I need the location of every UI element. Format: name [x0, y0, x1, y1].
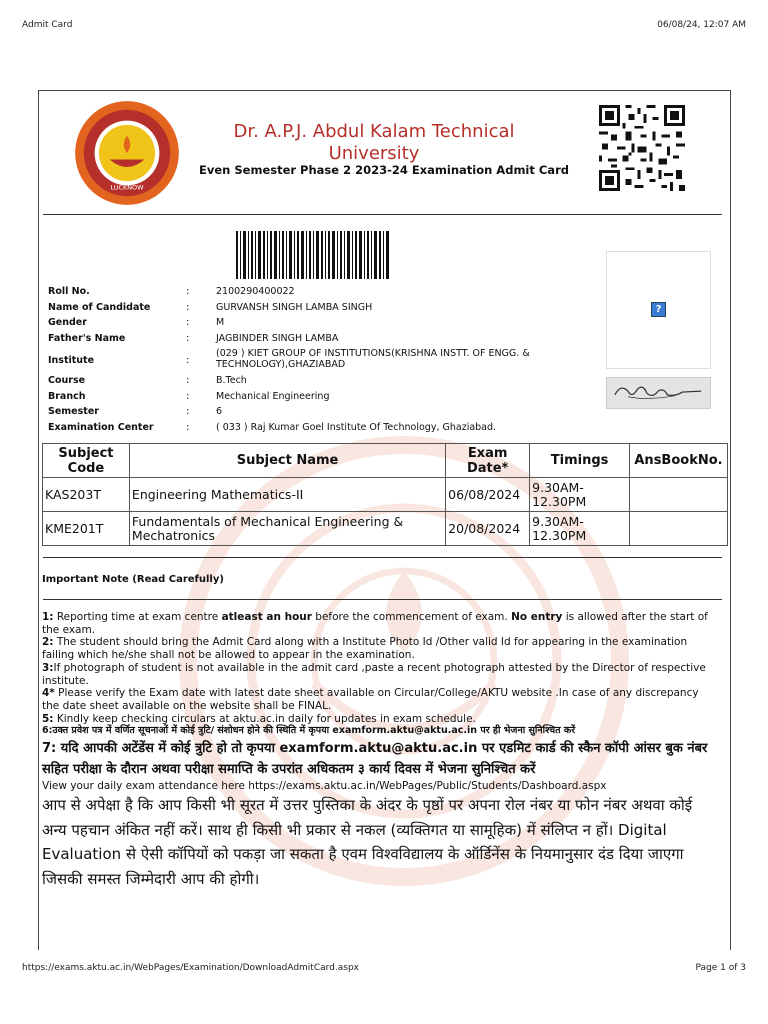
detail-value: 2100290400022: [216, 286, 295, 297]
detail-label: Semester: [48, 406, 99, 417]
note-3: [42, 662, 712, 687]
detail-colon: :: [186, 301, 190, 313]
detail-colon: :: [186, 317, 190, 328]
detail-label: Roll No.: [48, 286, 90, 297]
university-logo: [73, 99, 181, 207]
column-header-subject-code: Subject Code: [43, 444, 130, 478]
subject-name: Fundamentals of Mechanical Engineering & Mechatronics: [129, 512, 445, 546]
note-text: Please verify the Exam date with latest date sheet available on Circular/College/AKTU website .In case of any discrepancy the date sheet available on the website shall be FINAL.: [42, 687, 699, 712]
detail-row-exam-center: [48, 420, 588, 436]
university-name-line2: University: [328, 143, 420, 164]
detail-value: GURVANSH SINGH LAMBA SINGH: [216, 301, 373, 313]
exam-timings: 9.30AM-12.30PM: [530, 512, 630, 546]
detail-value: ( 033 ) Raj Kumar Goel Institute Of Technology, Ghaziabad.: [216, 421, 497, 433]
university-name-line1: Dr. A.P.J. Abdul Kalam Technical: [233, 121, 515, 142]
detail-row-roll-no: [48, 284, 588, 300]
qr-code: [597, 105, 687, 191]
note-1: [42, 611, 712, 636]
detail-label: Examination Center: [48, 421, 154, 433]
column-header-exam-date: Exam Date*: [446, 444, 530, 478]
detail-label: Gender: [48, 317, 87, 328]
detail-label: Institute: [48, 355, 95, 366]
detail-row-institute: [48, 346, 588, 373]
note-emphasis: No entry: [511, 611, 563, 623]
print-header-title: Admit Card: [22, 20, 73, 30]
detail-row-semester: [48, 404, 588, 420]
note-text: before the commencement of exam.: [311, 611, 512, 623]
note-text: If photograph of student is not available in the admit card ,paste a recent photograph attested by the Director of respective institute.: [42, 661, 706, 687]
note-text: is allowed after the start of the exam.: [42, 611, 708, 636]
print-footer-page: Page 1 of 3: [695, 963, 746, 973]
ansbook-no: [630, 512, 728, 546]
exam-timings: 9.30AM-12.30PM: [530, 478, 630, 512]
note-number: 2:: [42, 636, 54, 649]
roll-number-barcode: [236, 231, 390, 279]
instructions: [42, 611, 712, 891]
university-name: [214, 121, 534, 165]
detail-colon: :: [186, 406, 190, 417]
detail-colon: :: [186, 421, 190, 433]
print-header: [22, 20, 746, 30]
detail-colon: :: [186, 286, 190, 297]
detail-value: (029 ) KIET GROUP OF INSTITUTIONS(KRISHNA INSTT. OF ENGG. & TECHNOLOGY),GHAZIABAD: [216, 348, 530, 370]
daily-attendance-link[interactable]: View your daily exam attendance here https://exams.aktu.ac.in/WebPages/Public/Students/Dashboard.aspx: [42, 780, 607, 793]
detail-row-gender: [48, 315, 588, 331]
exam-date: 06/08/2024: [446, 478, 530, 512]
hindi-instructions: आप से अपेक्षा है कि आप किसी भी सूरत में उत्तर पुस्तिका के अंदर के पृष्ठों पर अपना रोल नंबर या फोन नंबर अथवा कोई अन्य पहचान अंकित नहीं करें। साथ ही किसी भी प्रकार से नकल (व्यक्तिगत या सामूहिक) में संलिप्त न हों। Digital Evaluation से ऐसी कॉपियों को पकड़ा जा सकता है एवम विश्वविद्यालय के ऑर्डिनेंस के नियमानुसार दंड दिया जाएगा जिसकी समस्त जिम्मेदारी आप की होगी।: [42, 796, 693, 888]
exam-title: Even Semester Phase 2 2023-24 Examination Admit Card: [199, 163, 569, 177]
note-emphasis: atleast an hour: [221, 611, 312, 623]
detail-row-course: [48, 373, 588, 389]
detail-colon: :: [186, 390, 190, 402]
detail-value: Mechanical Engineering: [216, 390, 330, 402]
note-number: 1:: [42, 611, 54, 623]
detail-row-name: [48, 300, 588, 316]
detail-label: Name of Candidate: [48, 301, 151, 313]
note-number: 5:: [42, 712, 54, 725]
logo-caption: LUCKNOW: [110, 183, 144, 192]
detail-value: JAGBINDER SINGH LAMBA: [216, 332, 339, 344]
detail-row-branch: [48, 389, 588, 405]
detail-label: Branch: [48, 390, 86, 402]
detail-row-father-name: [48, 331, 588, 347]
detail-value: 6: [216, 406, 223, 417]
print-footer: [22, 963, 746, 973]
subjects-table: [42, 443, 728, 546]
header-divider: [43, 214, 722, 215]
notes-divider: [43, 599, 722, 600]
candidate-details: [48, 284, 588, 435]
column-header-timings: Timings: [530, 444, 630, 478]
note-4: [42, 687, 712, 712]
print-footer-url[interactable]: https://exams.aktu.ac.in/WebPages/Examination/DownloadAdmitCard.aspx: [22, 963, 359, 973]
detail-value: M: [216, 317, 225, 328]
important-note-heading: Important Note (Read Carefully): [42, 574, 224, 585]
column-header-subject-name: Subject Name: [129, 444, 445, 478]
detail-colon: :: [186, 375, 190, 386]
detail-value: B.Tech: [216, 375, 247, 386]
note-7-hindi: 7: यदि आपकी अटेंडेंस में कोई त्रुटि हो तो कृपया examform.aktu@aktu.ac.in पर एडमिट कार्ड की स्कैन कॉपी आंसर बुक नंबर सहित परीक्षा के दौरान अथवा परीक्षा समाप्ति के उपरांत अधिकतम ३ कार्य दिवस में भेजना सुनिश्चित करें: [42, 741, 708, 778]
missing-image-icon: ?: [651, 302, 666, 317]
exam-date: 20/08/2024: [446, 512, 530, 546]
print-header-datetime: 06/08/24, 12:07 AM: [657, 20, 746, 30]
detail-colon: :: [186, 355, 190, 366]
candidate-signature: [606, 377, 711, 409]
note-text: The student should bring the Admit Card along with a Institute Photo Id /Other valid Id for appearing in the examination failing which he/she shall not be allowed to appear in the examination.: [42, 636, 688, 662]
table-row: [43, 512, 728, 546]
detail-colon: :: [186, 332, 190, 344]
admit-card: [38, 90, 731, 950]
note-5: [42, 713, 712, 726]
detail-label: Father's Name: [48, 332, 126, 344]
note-6-hindi: 6:उक्त प्रवेश पत्र में वर्णित सूचनाओं में कोई त्रुटि/ संशोधन होने की स्थिति में कृपया examform.aktu@aktu.ac.in पर ही भेजना सुनिश्चित करें: [42, 725, 576, 737]
subject-code: KME201T: [43, 512, 130, 546]
table-row: [43, 478, 728, 512]
note-number: 4*: [42, 687, 55, 700]
ansbook-no: [630, 478, 728, 512]
table-divider: [43, 557, 722, 558]
column-header-ansbook: AnsBookNo.: [630, 444, 728, 478]
subject-code: KAS203T: [43, 478, 130, 512]
table-header-row: [43, 444, 728, 478]
note-2: [42, 636, 712, 661]
subject-name: Engineering Mathematics-II: [129, 478, 445, 512]
detail-label: Course: [48, 375, 86, 386]
note-number: 3:: [42, 661, 54, 674]
note-text: Reporting time at exam centre: [53, 611, 222, 623]
note-text: Kindly keep checking circulars at aktu.ac.in daily for updates in exam schedule.: [53, 712, 476, 725]
